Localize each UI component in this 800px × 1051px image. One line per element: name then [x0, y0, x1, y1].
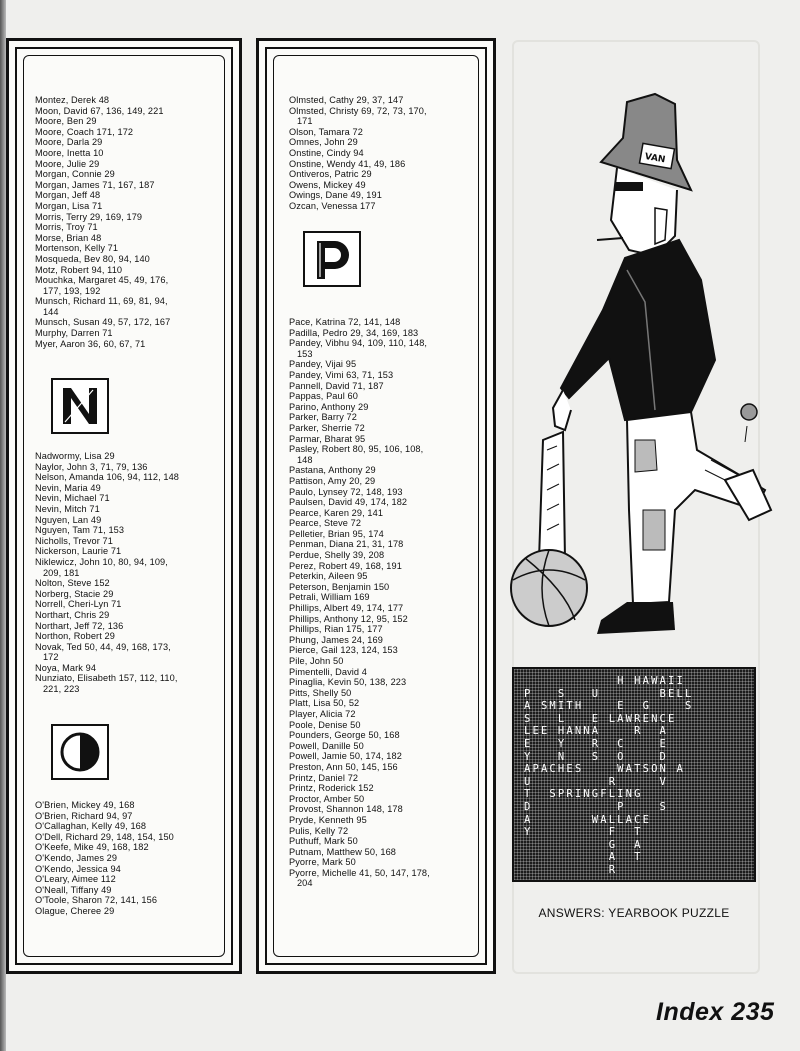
index-entry: Provost, Shannon 148, 178	[289, 804, 403, 815]
index-entry: Niklewicz, John 10, 80, 94, 109,	[35, 556, 168, 567]
index-entry: 171	[289, 116, 313, 127]
index-entry: O'Callaghan, Kelly 49, 168	[35, 821, 147, 832]
index-entry: Olmsted, Cathy 29, 37, 147	[289, 95, 404, 105]
index-entry: Northon, Robert 29	[35, 631, 115, 642]
index-column-1	[6, 38, 242, 974]
index-entry: Pitts, Shelly 50	[289, 687, 352, 698]
p-entries-list	[289, 317, 430, 889]
index-entry: Nickerson, Laurie 71	[35, 546, 122, 557]
index-entry: Naylor, John 3, 71, 79, 136	[35, 461, 148, 472]
index-entry: Phung, James 24, 169	[289, 634, 383, 645]
index-entry: Morgan, Connie 29	[35, 169, 115, 180]
index-entry: Putnam, Matthew 50, 168	[289, 846, 396, 857]
index-entry: Novak, Ted 50, 44, 49, 168, 173,	[35, 641, 171, 652]
index-entry: Olague, Cheree 29	[35, 905, 115, 916]
index-entry: Norrell, Cheri-Lyn 71	[35, 599, 122, 610]
index-entry: Pastana, Anthony 29	[289, 465, 376, 476]
index-entry: Onstine, Wendy 41, 49, 186	[289, 158, 406, 169]
index-entry: Owings, Dane 49, 191	[289, 190, 382, 201]
crossword-answers-grid	[512, 667, 756, 882]
index-entry: Morris, Troy 71	[35, 222, 98, 233]
index-entry: Proctor, Amber 50	[289, 793, 365, 804]
basketball-icon	[511, 550, 587, 626]
index-entry: Munsch, Richard 11, 69, 81, 94,	[35, 296, 168, 307]
index-entry: O'Toole, Sharon 72, 141, 156	[35, 895, 158, 906]
index-entry: Parker, Sherrie 72	[289, 422, 365, 433]
o-entries-list	[35, 800, 174, 917]
index-entry: Paulsen, David 49, 174, 182	[289, 497, 408, 508]
index-entry: O'Brien, Richard 94, 97	[35, 810, 133, 821]
index-entry: Poole, Denise 50	[289, 719, 361, 730]
index-entry: Northart, Chris 29	[35, 609, 110, 620]
index-entry: Preston, Ann 50, 145, 156	[289, 761, 398, 772]
index-entry: Pearce, Karen 29, 141	[289, 507, 384, 518]
index-entry: Pulis, Kelly 72	[289, 825, 349, 836]
index-entry: Nunziato, Elisabeth 157, 112, 110,	[35, 673, 178, 684]
index-entry: Myer, Aaron 36, 60, 67, 71	[35, 338, 146, 349]
index-entry: Pyorre, Michelle 41, 50, 147, 178,	[289, 867, 430, 878]
index-entry: Moore, Julie 29	[35, 158, 100, 169]
index-entry: Printz, Roderick 152	[289, 783, 374, 794]
index-entry: Pattison, Amy 20, 29	[289, 475, 376, 486]
index-entry: Pryde, Kenneth 95	[289, 814, 367, 825]
index-entry: Perdue, Shelly 39, 208	[289, 550, 385, 561]
o-entries-list-2	[289, 95, 427, 212]
index-entry: Peterson, Benjamin 150	[289, 581, 390, 592]
letter-n-box	[51, 378, 109, 434]
index-entry: Phillips, Anthony 12, 95, 152	[289, 613, 408, 624]
index-entry: Ontiveros, Patric 29	[289, 169, 372, 180]
index-entry: Paulo, Lynsey 72, 148, 193	[289, 486, 403, 497]
puzzle-row: E Y R C E	[524, 738, 694, 750]
index-entry: Pounders, George 50, 168	[289, 730, 400, 741]
index-entry: Puthuff, Mark 50	[289, 836, 358, 847]
index-entry: Phillips, Albert 49, 174, 177	[289, 603, 404, 614]
index-entry: 144	[35, 306, 59, 317]
index-entry: Morgan, Lisa 71	[35, 200, 103, 211]
index-entry: Montez, Derek 48	[35, 95, 110, 105]
index-entry: Motz, Robert 94, 110	[35, 264, 123, 275]
hat-label: VAN	[643, 151, 667, 166]
puzzle-row: Y N S O D	[524, 750, 694, 763]
index-entry: Parino, Anthony 29	[289, 401, 369, 412]
letter-o-icon	[53, 726, 107, 778]
index-entry: Noya, Mark 94	[35, 662, 97, 673]
letter-p-icon	[305, 233, 359, 285]
index-column-2	[256, 38, 496, 974]
index-entry: Pappas, Paul 60	[289, 391, 358, 402]
index-entry: Nevin, Michael 71	[35, 493, 110, 504]
index-entry: Pyorre, Mark 50	[289, 857, 356, 868]
index-entry: 204	[289, 878, 313, 889]
puzzle-row: G A	[524, 838, 694, 851]
index-entry: Pimentelli, David 4	[289, 666, 367, 677]
index-entry: Printz, Daniel 72	[289, 772, 359, 783]
index-entry: Peterkin, Aileen 95	[289, 571, 368, 582]
index-entry: Nadwormy, Lisa 29	[35, 451, 115, 461]
index-entry: Morgan, Jeff 48	[35, 190, 101, 201]
index-entry: Pelletier, Brian 95, 174	[289, 528, 384, 539]
letter-p-box	[303, 231, 361, 287]
index-entry: 148	[289, 454, 313, 465]
index-entry: Padilla, Pedro 29, 34, 169, 183	[289, 327, 419, 338]
index-entry: Moore, Coach 171, 172	[35, 126, 134, 137]
index-entry: Morris, Terry 29, 169, 179	[35, 211, 143, 222]
index-entry: Pierce, Gail 123, 124, 153	[289, 645, 398, 656]
index-entry: Nevin, Mitch 71	[35, 503, 100, 514]
index-entry: Pandey, Vimi 63, 71, 153	[289, 369, 394, 380]
index-entry: Moon, David 67, 136, 149, 221	[35, 105, 164, 116]
index-entry: Platt, Lisa 50, 52	[289, 698, 360, 709]
puzzle-row: H HAWAII	[524, 675, 694, 687]
index-entry: Moore, Darla 29	[35, 137, 103, 148]
index-entry: O'Dell, Richard 29, 148, 154, 150	[35, 831, 174, 842]
index-entry: O'Kendo, James 29	[35, 852, 118, 863]
index-entry: Pearce, Steve 72	[289, 518, 362, 529]
index-entry: Nolton, Steve 152	[35, 578, 110, 589]
index-entry: Olmsted, Christy 69, 72, 73, 170,	[289, 105, 427, 116]
index-entry: Northart, Jeff 72, 136	[35, 620, 124, 631]
puzzle-row: Y F T	[524, 826, 694, 839]
m-entries-list	[35, 95, 170, 349]
index-entry: O'Kendo, Jessica 94	[35, 863, 121, 874]
letter-o-box	[51, 724, 109, 780]
index-entry: Moore, Ben 29	[35, 116, 97, 127]
index-entry: Phillips, Rian 175, 177	[289, 624, 383, 635]
index-entry: Parker, Barry 72	[289, 412, 357, 423]
puzzle-caption: ANSWERS: YEARBOOK PUZZLE	[538, 906, 730, 920]
puzzle-row: A WALLACE	[524, 813, 694, 826]
index-entry: Morse, Brian 48	[35, 232, 102, 243]
index-entry: Pace, Katrina 72, 141, 148	[289, 317, 401, 327]
puzzle-row: T SPRINGFLING	[524, 788, 694, 801]
index-entry: O'Keefe, Mike 49, 168, 182	[35, 842, 149, 853]
puzzle-row: S L E LAWRENCE	[524, 712, 694, 725]
index-entry: Murphy, Darren 71	[35, 328, 113, 339]
page-footer-label: Index 235	[656, 998, 775, 1026]
index-entry: Olson, Tamara 72	[289, 126, 363, 137]
puzzle-row: D P S	[524, 801, 694, 813]
puzzle-row: P S U BELL	[524, 687, 694, 700]
index-entry: Nguyen, Tam 71, 153	[35, 525, 125, 536]
index-entry: Norberg, Stacie 29	[35, 588, 114, 599]
index-entry: 177, 193, 192	[35, 285, 101, 296]
puzzle-row: A SMITH E G S	[524, 700, 694, 713]
index-entry: Omnes, John 29	[289, 137, 358, 148]
index-entry: Pandey, Vibhu 94, 109, 110, 148,	[289, 338, 428, 349]
boot-icon	[597, 602, 675, 634]
index-entry: Parmar, Bharat 95	[289, 433, 366, 444]
cigarette-icon	[597, 238, 623, 240]
index-entry: Pannell, David 71, 187	[289, 380, 384, 391]
puzzle-row: APACHES WATSON A	[524, 763, 694, 776]
index-entry: Powell, Danille 50	[289, 740, 364, 751]
index-entry: Penman, Diana 21, 31, 178	[289, 539, 404, 550]
puzzle-row: R	[524, 864, 694, 876]
index-entry: Nevin, Maria 49	[35, 482, 101, 493]
index-entry: Pinaglia, Kevin 50, 138, 223	[289, 677, 407, 688]
index-entry: 153	[289, 348, 313, 359]
index-entry: Munsch, Susan 49, 57, 172, 167	[35, 317, 171, 328]
index-entry: Nicholls, Trevor 71	[35, 535, 113, 546]
index-entry: Pasley, Robert 80, 95, 106, 108,	[289, 444, 424, 455]
letter-n-icon	[53, 380, 107, 432]
hat-icon	[601, 94, 691, 190]
small-ball-icon	[741, 404, 757, 420]
index-entry: Nguyen, Lan 49	[35, 514, 102, 525]
index-entry: O'Neall, Tiffany 49	[35, 884, 112, 895]
index-entry: 172	[35, 652, 59, 663]
index-entry: Pandey, Vijai 95	[289, 359, 357, 370]
index-entry: Pile, John 50	[289, 656, 344, 666]
puzzle-row: U R V	[524, 775, 694, 788]
index-entry: Mouchka, Margaret 45, 49, 176,	[35, 275, 169, 286]
index-entry: Nelson, Amanda 106, 94, 112, 148	[35, 472, 180, 483]
index-entry: Player, Alicia 72	[289, 708, 356, 719]
puzzle-row: A T	[524, 851, 694, 864]
jacket-icon	[561, 240, 715, 420]
index-entry: Perez, Robert 49, 168, 191	[289, 560, 402, 571]
index-entry: Onstine, Cindy 94	[289, 147, 364, 158]
index-entry: Morgan, James 71, 167, 187	[35, 179, 155, 190]
index-entry: Mosqueda, Bev 80, 94, 140	[35, 253, 150, 264]
index-entry: O'Leary, Aimee 112	[35, 874, 116, 885]
index-entry: Powell, Jamie 50, 174, 182	[289, 751, 402, 762]
index-entry: Owens, Mickey 49	[289, 179, 366, 190]
index-entry: Ozcan, Venessa 177	[289, 200, 376, 211]
puzzle-row: LEE HANNA R A	[524, 725, 694, 738]
n-entries-list	[35, 451, 179, 695]
index-entry: Moore, Inetta 10	[35, 147, 104, 158]
index-entry: O'Brien, Mickey 49, 168	[35, 800, 135, 810]
student-illustration	[505, 90, 775, 650]
index-entry: 221, 223	[35, 684, 80, 695]
index-entry: Petrali, William 169	[289, 592, 370, 603]
index-entry: 209, 181	[35, 567, 80, 578]
index-entry: Mortenson, Kelly 71	[35, 243, 119, 254]
